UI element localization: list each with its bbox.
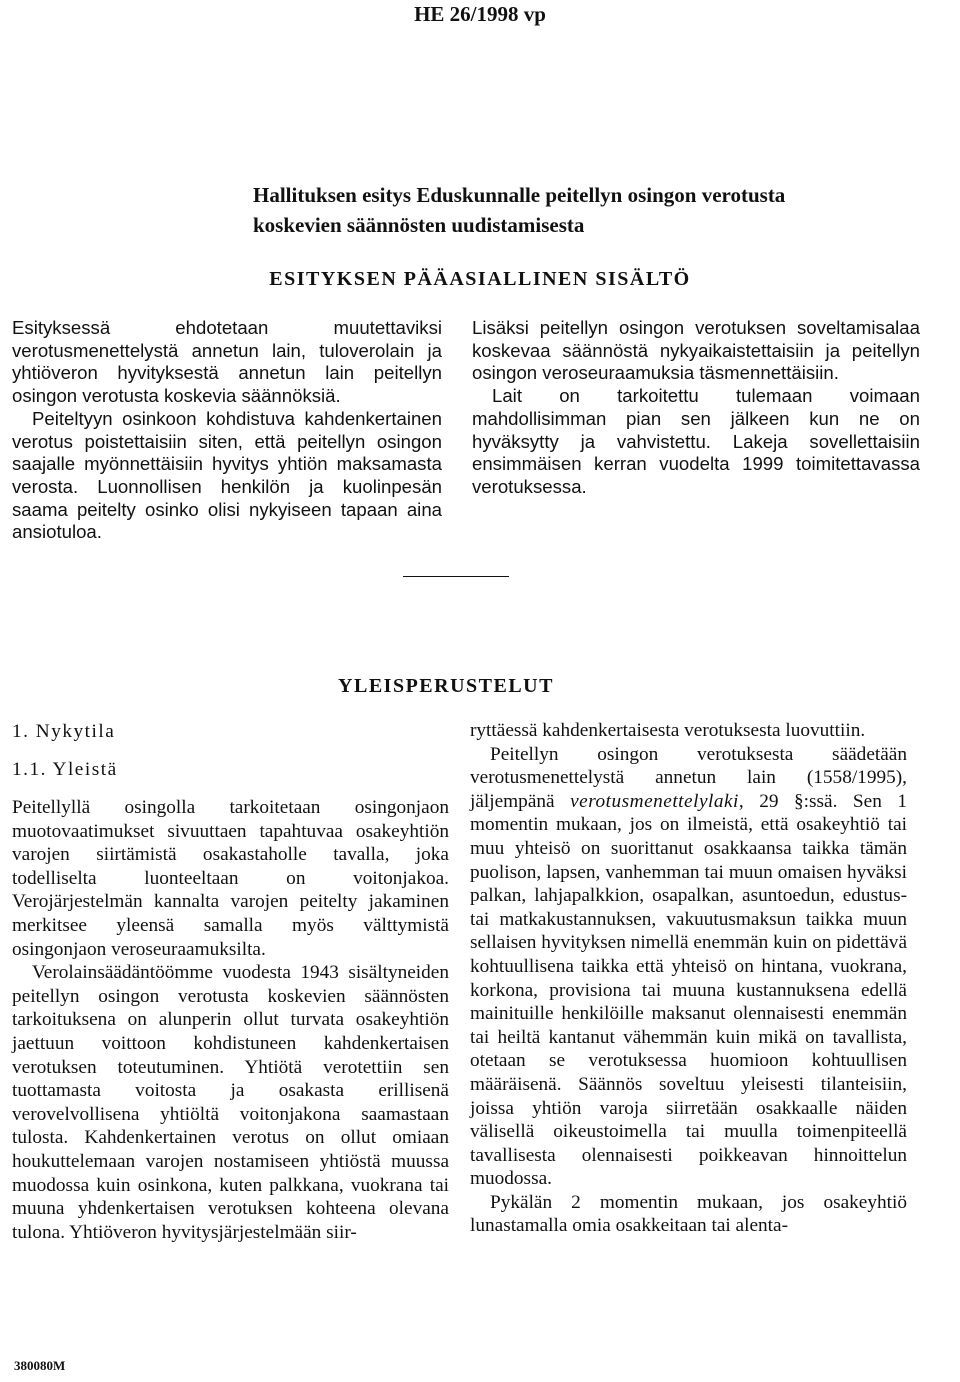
body-paragraph: Pykälän 2 momentin mukaan, jos osakeyhtiö lunastamalla omia osakkeitaan tai alenta- — [470, 1191, 907, 1237]
document-id: HE 26/1998 vp — [414, 2, 546, 26]
body-paragraph-continuation: ryttäessä kahdenkertaisesta verotuksesta luovuttiin. — [470, 720, 866, 741]
summary-paragraph: Esityksessä ehdotetaan muutettaviksi verotusmenettelystä annetun lain, tuloverolain ja yhtiöveron hyvityksestä annetun lain peitellyn osingon verotusta koskevia säännöksiä. — [12, 317, 442, 407]
summary-right-column — [472, 317, 920, 499]
law-short-name: verotusmenettelylaki — [570, 790, 739, 812]
body-text: Peitellyn osingon verotuksesta säädetään verotusmenettelystä annetun lain (1558/1995), jäljempänä — [470, 743, 907, 812]
summary-heading: ESITYKSEN PÄÄASIALLINEN SISÄLTÖ — [269, 268, 691, 290]
body-text: , 29 §:ssä. Sen 1 momentin mukaan, jos on ilmeistä, että osakeyhtiö tai muu yhteisö on suorittanut osakkaansa taikka tämän puolison, lapsen, vanhemman tai muun omaisen hyväksi palkan, lahjapalkkion, osapalkan, asuntoedun, edustus- tai matkakustannuksen, vakuutusmaksun taikka muun sellaisen hyvityksen nimellä enemmän kuin on pidettävä kohtuullisena taikka että yhteisö on hintana, vuokrana, korkona, provisiona tai muuna kustannuksena edellä mainituille henkilöille maksanut olennaisesti enemmän tai heiltä kantanut vähemmän kuin mikä on tavallista, otetaan se verotuksessa huomioon kohtuullisen määräisenä. Säännös soveltuu yleisesti tilanteisiin, joissa yhtiön varoja siirretään osakkaalle näiden välisellä oikeustoimella tai muulla toimenpiteellä tavallisesta olennaisesti poikkeavan hinnoittelun muodossa. — [470, 790, 907, 1190]
body-right-column — [470, 719, 907, 1238]
summary-paragraph: Peiteltyyn osinkoon kohdistuva kahdenkertainen verotus poistettaisiin siten, että peitellyn osingon saajalle myönnettäisiin hyvitys yhtiön maksamasta verosta. Luonnollisen henkilön ja kuolinpesän saama peitelty osinko olisi nykyiseen tapaan aina ansiotuloa. — [12, 407, 442, 543]
summary-paragraph: Lisäksi peitellyn osingon verotuksen soveltamisalaa koskevaa säännöstä nykyaikaistettaisiin ja peitellyn osingon veroseuraamuksia täsmennettäisiin. — [472, 317, 920, 384]
bill-title-line-1: Hallituksen esitys Eduskunnalle peitellyn osingon verotusta — [253, 183, 786, 207]
section-divider — [403, 576, 509, 577]
body-left-column — [12, 719, 449, 1244]
footer-code: 380080M — [14, 1358, 66, 1373]
general-heading: YLEISPERUSTELUT — [338, 675, 554, 697]
body-paragraph: Peitellyllä osingolla tarkoitetaan osingonjaon muotovaatimukset sivuuttaen tapahtuvaa osakeyhtiön varojen siirtämistä osakastaholle tavalla, joka todelliselta luonteeltaan on voitonjakoa. Verojärjestelmän kannalta varojen peitelty jakaminen merkitsee yleensä samalla myös välttymistä osingonjaon veroseuraamuksilta. — [12, 797, 449, 960]
section-heading-1: 1. Nykytila — [12, 721, 116, 742]
body-paragraph — [470, 743, 907, 1191]
bill-title-line-2: koskevien säännösten uudistamisesta — [253, 213, 585, 237]
bill-title — [253, 180, 953, 240]
section-heading-1-1: 1.1. Yleistä — [12, 759, 118, 780]
summary-paragraph: Lait on tarkoitettu tulemaan voimaan mahdollisimman pian sen jälkeen kun ne on hyväksytty ja vahvistettu. Lakeja sovellettaisiin ensimmäisen kerran vuodelta 1999 toimitettavassa verotuksessa. — [472, 385, 920, 497]
body-paragraph: Verolainsäädäntöömme vuodesta 1943 sisältyneiden peitellyn osingon verotusta koskevien säännösten tarkoituksena on alunperin ollut turvata osakeyhtiön jaettuun voittoon kohdistuneen kahdenkertaisen verotuksen toteutuminen. Yhtiötä verotettiin sen tuottamasta voitosta ja osakasta erillisenä verovelvollisena yhtiöltä voitonjakona saamastaan tulosta. Kahdenkertainen verotus on ollut omiaan houkuttelemaan varojen nostamiseen yhtiöstä muussa muodossa kuin osinkona, kuten palkkana, vuokrana tai muuna yhdenkertaisen verotuksen kohteena olevana tulona. Yhtiöveron hyvitysjärjestelmään siir- — [12, 962, 449, 1243]
summary-left-column — [12, 317, 442, 544]
